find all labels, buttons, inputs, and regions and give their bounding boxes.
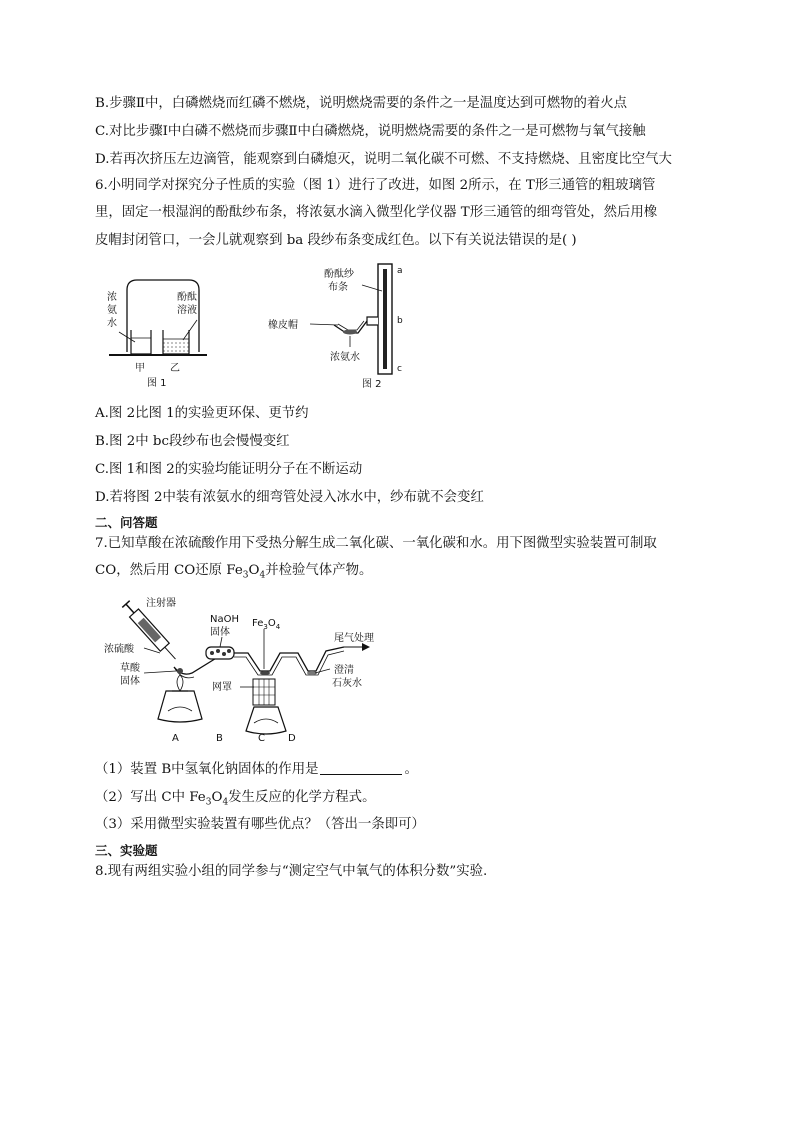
fig2-a-label: a [397, 266, 403, 276]
section-3-heading: 三、实验题 [95, 843, 158, 858]
question-6-line-2: 里，固定一根湿润的酚酞纱布条，将浓氨水滴入微型化学仪器 T形三通管的细弯管处，然后用橡 [95, 205, 658, 220]
answer-blank[interactable] [320, 760, 402, 775]
question-6-line-1: 6.小明同学对探究分子性质的实验（图 1）进行了改进，如图 2所示，在 T形三通管的粗玻璃管 [95, 178, 656, 193]
fig3-limewater-label-1: 澄清 [334, 665, 354, 676]
q7-part2-sub-4: 4 [222, 797, 229, 808]
fig2-cap-label: 橡皮帽 [268, 320, 298, 331]
option-c-combustion: C.对比步骤Ⅰ中白磷不燃烧而步骤Ⅱ中白磷燃烧，说明燃烧需要的条件之一是可燃物与氧气接触 [95, 124, 646, 139]
question-7-part-1 [95, 760, 418, 780]
figure-3-apparatus [100, 595, 430, 750]
option-c-q6: C.图 1和图 2的实验均能证明分子在不断运动 [95, 462, 363, 477]
fig3-fe: Fe [252, 618, 264, 629]
question-8-line-1: 8.现有两组实验小组的同学参与“测定空气中氧气的体积分数”实验. [95, 864, 488, 879]
fig3-a-label: A [172, 733, 179, 744]
fig3-mesh-label: 网罩 [212, 682, 232, 693]
fig2-c-label: c [397, 364, 402, 374]
question-7-line-1: 7.已知草酸在浓硫酸作用下受热分解生成二氧化碳、一氧化碳和水。用下图微型实验装置可制取 [95, 536, 657, 551]
fig3-fe-sub-4: 4 [275, 623, 281, 631]
q7-line2-part-a: CO，然后用 CO还原 Fe [95, 563, 243, 578]
fig3-acid-label: 浓硫酸 [104, 644, 134, 655]
fig3-c-label: C [258, 733, 265, 744]
fig3-naoh-label-2: 固体 [210, 627, 230, 638]
fig3-o: O [267, 618, 276, 629]
fig1-jia-label: 甲 [135, 363, 145, 374]
q7-line2-part-b: 并检验气体产物。 [265, 563, 373, 578]
fig3-fe-sub-3: 3 [263, 623, 268, 631]
fig2-strip-label-1: 酚酞纱 [324, 269, 354, 280]
q7-part2-text-b: 发生反应的化学方程式。 [228, 790, 376, 805]
question-7-part-2: （2）写出 C中 $Fe_3O_4$发生反应的化学方程式。 [95, 790, 376, 808]
fig1-left-label-3: 水 [107, 318, 117, 329]
fig2-caption: 图 2 [362, 379, 382, 390]
section-2-heading: 二、问答题 [95, 515, 158, 530]
fig1-yi-label: 乙 [170, 363, 180, 374]
fig3-oxalic-label-1: 草酸 [120, 663, 140, 674]
fig3-naoh-label-1: NaOH [210, 614, 239, 625]
fig1-left-label-1: 浓 [107, 292, 117, 303]
fig2-ammonia-label: 浓氨水 [330, 352, 360, 363]
fig3-syringe-label: 注射器 [146, 598, 176, 609]
q7-part2-text-a: （2）写出 C中 Fe [95, 790, 206, 805]
option-a-q6: A.图 2比图 1的实验更环保、更节约 [95, 406, 309, 421]
option-d-q6: D.若将图 2中装有浓氨水的细弯管处浸入冰水中，纱布就不会变红 [95, 490, 484, 505]
fig2-b-label: b [397, 316, 403, 326]
option-d-combustion: D.若再次挤压左边滴管，能观察到白磷熄灭，说明二氧化碳不可燃、不支持燃烧、且密度比空气大 [95, 152, 672, 167]
fig1-caption: 图 1 [147, 378, 167, 389]
fig3-d-label: D [288, 733, 296, 744]
fig3-fe3o4-label [252, 618, 281, 631]
fig3-limewater-label-2: 石灰水 [332, 678, 362, 689]
question-7-part-3: （3）采用微型实验装置有哪些优点？（答出一条即可） [95, 817, 425, 832]
fig1-right-label-2: 溶液 [177, 305, 197, 316]
option-b-q6: B.图 2中 bc段纱布也会慢慢变红 [95, 434, 290, 449]
option-b-combustion: B.步骤Ⅱ中，白磷燃烧而红磷不燃烧，说明燃烧需要的条件之一是温度达到可燃物的着火点 [95, 96, 628, 111]
q7-part2-sub-3: 3 [205, 797, 212, 808]
fig3-tail-label: 尾气处理 [334, 633, 374, 644]
figure-1-beakers [105, 272, 210, 392]
fig3-b-label: B [216, 733, 223, 744]
q7-fe-sub-4: 4 [259, 570, 266, 581]
q7-fe-sub-3: 3 [242, 570, 249, 581]
q7-part1-end: 。 [404, 762, 418, 777]
question-6-line-3: 皮帽封闭管口，一会儿就观察到 ba 段纱布条变成红色。以下有关说法错误的是( ) [95, 233, 577, 248]
fig1-left-label-2: 氨 [107, 305, 117, 316]
q7-part1-text: （1）装置 B中氢氧化钠固体的作用是 [95, 762, 319, 777]
fig2-strip-label-2: 布条 [328, 282, 348, 293]
question-7-line-2: CO，然后用 CO还原 $Fe_3O_4$并检验气体产物。 [95, 563, 373, 581]
figure-2-t-tube [262, 261, 422, 396]
fig1-right-label-1: 酚酞 [177, 292, 197, 303]
fig3-oxalic-label-2: 固体 [120, 676, 140, 687]
